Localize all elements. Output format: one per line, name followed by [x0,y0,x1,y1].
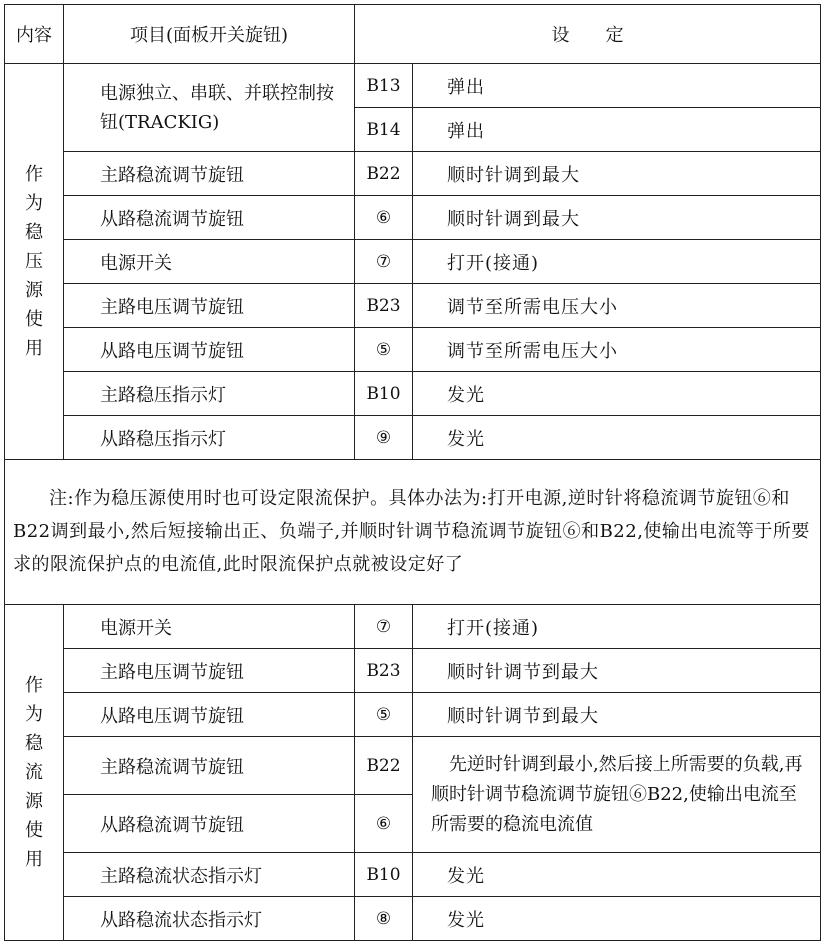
code-cell: ⑤ [355,328,413,372]
table-row [5,64,821,108]
code-cell: ⑤ [355,693,413,737]
code-cell: ⑥ [355,196,413,240]
code-cell: B22 [355,737,413,795]
section-label-char: 用 [25,849,43,870]
table-row [5,328,821,372]
table-row [5,416,821,460]
section-label-char: 流 [25,762,43,783]
item-cell: 从路稳流调节旋钮 [64,795,355,853]
code-cell: B23 [355,649,413,693]
section-label-char: 使 [25,820,43,841]
table-row [5,649,821,693]
settings-table [4,4,821,941]
section-label-current-source [5,605,64,941]
table-row [5,853,821,897]
section-label-char: 压 [25,251,43,272]
setting-cell: 调节至所需电压大小 [413,328,821,372]
table-row [5,693,821,737]
table-row [5,284,821,328]
table-row [5,605,821,649]
table-row [5,737,821,795]
section-label-char: 源 [25,791,43,812]
section-label-char: 源 [25,280,43,301]
item-cell: 主路稳流状态指示灯 [64,853,355,897]
code-cell: B14 [355,108,413,152]
header-item: 项目(面板开关旋钮) [64,5,355,64]
section-label-char: 用 [25,338,43,359]
item-cell: 从路稳流调节旋钮 [64,196,355,240]
code-cell: ⑦ [355,240,413,284]
setting-cell: 弹出 [413,64,821,108]
section-label-char: 作 [25,164,43,185]
item-cell: 电源开关 [64,240,355,284]
section-label-char: 使 [25,309,43,330]
code-cell: B22 [355,152,413,196]
section-label-char: 为 [25,193,43,214]
item-cell: 从路稳压指示灯 [64,416,355,460]
note-text: 注:作为稳压源使用时也可设定限流保护。具体办法为:打开电源,逆时针将稳流调节旋钮⑥和B22调到最小,然后短接输出正、负端子,并顺时针调节稳流调节旋钮⑥和B22,使输出电流等于所要求的限流保护点的电流值,此时限流保护点就被设定好了 [5,460,821,605]
section-label-char: 稳 [25,222,43,243]
setting-cell: 发光 [413,853,821,897]
table-row [5,897,821,941]
header-setting: 设 定 [355,5,821,64]
code-cell: ⑨ [355,416,413,460]
code-cell: B10 [355,372,413,416]
item-cell: 主路稳压指示灯 [64,372,355,416]
code-cell: B10 [355,853,413,897]
code-cell: B23 [355,284,413,328]
setting-cell: 弹出 [413,108,821,152]
setting-cell: 先逆时针调到最小,然后接上所需要的负载,再顺时针调节稳流调节旋钮⑥B22,使输出电流至所需要的稳流电流值 [413,737,821,853]
item-cell: 电源独立、串联、并联控制按钮(TRACKIG) [64,64,355,152]
item-cell: 主路稳流调节旋钮 [64,152,355,196]
code-cell: ⑦ [355,605,413,649]
table-row [5,372,821,416]
item-cell: 从路电压调节旋钮 [64,693,355,737]
setting-cell: 发光 [413,897,821,941]
table-row [5,240,821,284]
setting-cell: 顺时针调到最大 [413,196,821,240]
code-cell: B13 [355,64,413,108]
setting-cell: 发光 [413,372,821,416]
setting-cell: 顺时针调到最大 [413,152,821,196]
section-label-voltage-source [5,64,64,460]
item-cell: 主路电压调节旋钮 [64,649,355,693]
table-row [5,196,821,240]
table-row [5,152,821,196]
section-label-char: 为 [25,704,43,725]
item-cell: 从路电压调节旋钮 [64,328,355,372]
code-cell: ⑥ [355,795,413,853]
header-row [5,5,821,64]
item-cell: 电源开关 [64,605,355,649]
note-row [5,460,821,605]
setting-cell: 发光 [413,416,821,460]
code-cell: ⑧ [355,897,413,941]
setting-cell: 顺时针调节到最大 [413,693,821,737]
item-cell: 主路电压调节旋钮 [64,284,355,328]
setting-cell: 调节至所需电压大小 [413,284,821,328]
item-cell: 主路稳流调节旋钮 [64,737,355,795]
setting-cell: 顺时针调节到最大 [413,649,821,693]
item-cell: 从路稳流状态指示灯 [64,897,355,941]
setting-cell: 打开(接通) [413,240,821,284]
header-content: 内容 [5,5,64,64]
section-label-char: 稳 [25,733,43,754]
section-label-char: 作 [25,675,43,696]
setting-cell: 打开(接通) [413,605,821,649]
